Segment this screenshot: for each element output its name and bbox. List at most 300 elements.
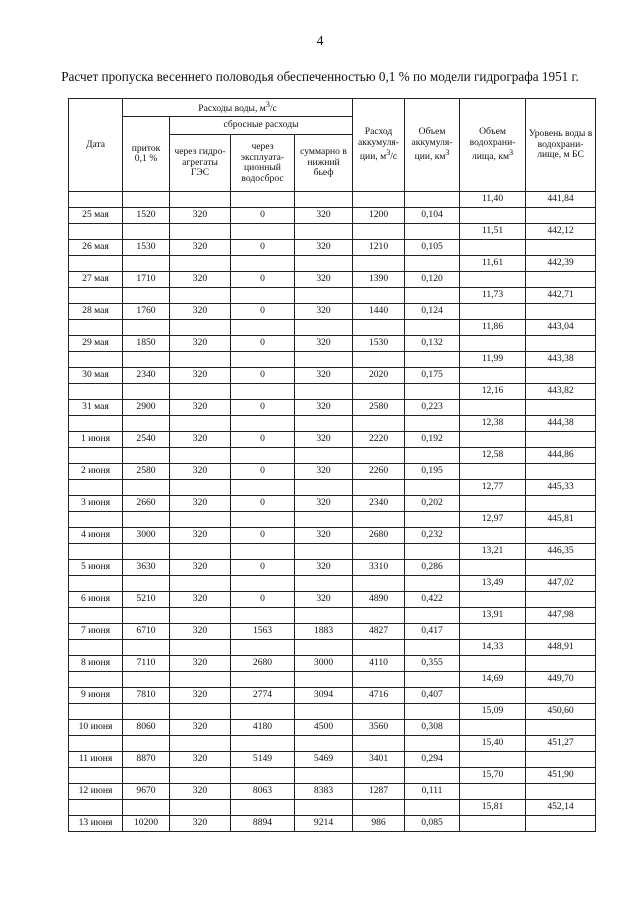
cell-ges: 320 (170, 496, 231, 512)
empty-cell (405, 640, 460, 656)
cell-accum: 1440 (353, 304, 405, 320)
empty-cell (405, 768, 460, 784)
cell-accum: 2340 (353, 496, 405, 512)
empty-cell (231, 416, 295, 432)
empty-cell (123, 736, 170, 752)
header-res-volume: Объем водохрани-лища, $км^3$ (460, 99, 526, 192)
cell-volume: 11,99 (460, 352, 526, 368)
cell-inflow: 2660 (123, 496, 170, 512)
cell-accum: 3310 (353, 560, 405, 576)
empty-cell (295, 352, 353, 368)
empty-cell (69, 288, 123, 304)
empty-cell (170, 256, 231, 272)
cell-accum-vol: 0,202 (405, 496, 460, 512)
empty-cell (123, 512, 170, 528)
header-via-spillway: через эксплуата-ционный водосброс (231, 135, 295, 192)
table-row (69, 240, 596, 256)
cell-ges: 320 (170, 720, 231, 736)
empty-cell (295, 672, 353, 688)
empty-cell (231, 224, 295, 240)
cell-inflow: 5210 (123, 592, 170, 608)
cell-volume: 11,86 (460, 320, 526, 336)
empty-cell (526, 240, 596, 256)
table-row (69, 432, 596, 448)
empty-cell (69, 416, 123, 432)
cell-total: 320 (295, 336, 353, 352)
empty-cell (231, 576, 295, 592)
cell-inflow: 2540 (123, 432, 170, 448)
cell-level: 444,38 (526, 416, 596, 432)
cell-date: 10 июня (69, 720, 123, 736)
table-row-result (69, 736, 596, 752)
cell-accum-vol: 0,195 (405, 464, 460, 480)
cell-ges: 320 (170, 240, 231, 256)
table-row (69, 784, 596, 800)
empty-cell (231, 448, 295, 464)
empty-cell (231, 480, 295, 496)
empty-cell (526, 432, 596, 448)
cell-accum: 986 (353, 816, 405, 832)
table-row-result (69, 512, 596, 528)
empty-cell (295, 800, 353, 816)
empty-cell (405, 288, 460, 304)
empty-cell (69, 640, 123, 656)
table-row-result (69, 288, 596, 304)
empty-cell (353, 768, 405, 784)
empty-cell (526, 592, 596, 608)
empty-cell (526, 496, 596, 512)
cell-ges: 320 (170, 400, 231, 416)
cell-ges: 320 (170, 528, 231, 544)
empty-cell (170, 640, 231, 656)
empty-cell (460, 720, 526, 736)
empty-cell (405, 320, 460, 336)
header-date: Дата (69, 99, 123, 192)
empty-cell (295, 576, 353, 592)
table-row-result (69, 384, 596, 400)
empty-cell (123, 384, 170, 400)
cell-accum-vol: 0,223 (405, 400, 460, 416)
cell-spill: 0 (231, 496, 295, 512)
empty-cell (231, 736, 295, 752)
cell-accum: 1390 (353, 272, 405, 288)
empty-cell (460, 432, 526, 448)
cell-total: 320 (295, 304, 353, 320)
empty-cell (123, 448, 170, 464)
cell-date: 2 июня (69, 464, 123, 480)
cell-accum: 1530 (353, 336, 405, 352)
cell-inflow: 9670 (123, 784, 170, 800)
cell-volume: 11,61 (460, 256, 526, 272)
empty-cell (170, 224, 231, 240)
empty-cell (460, 624, 526, 640)
empty-cell (69, 224, 123, 240)
cell-accum: 3401 (353, 752, 405, 768)
cell-ges: 320 (170, 784, 231, 800)
empty-cell (353, 736, 405, 752)
empty-cell (69, 672, 123, 688)
empty-cell (170, 352, 231, 368)
table-row-result (69, 352, 596, 368)
cell-spill: 0 (231, 464, 295, 480)
table-row-result (69, 576, 596, 592)
empty-cell (231, 256, 295, 272)
cell-level: 449,70 (526, 672, 596, 688)
cell-spill: 0 (231, 208, 295, 224)
cell-accum: 4110 (353, 656, 405, 672)
page-number: 4 (316, 34, 324, 49)
cell-date: 13 июня (69, 816, 123, 832)
empty-cell (170, 544, 231, 560)
cell-inflow: 3630 (123, 560, 170, 576)
cell-inflow: 3000 (123, 528, 170, 544)
cell-total: 320 (295, 464, 353, 480)
empty-cell (69, 384, 123, 400)
cell-level: 445,81 (526, 512, 596, 528)
header-via-units: через гидро-агрегаты ГЭС (170, 135, 231, 192)
cell-inflow: 1520 (123, 208, 170, 224)
empty-cell (69, 512, 123, 528)
cell-volume: 15,40 (460, 736, 526, 752)
cell-level: 442,12 (526, 224, 596, 240)
empty-cell (526, 208, 596, 224)
empty-cell (231, 512, 295, 528)
initial-volume: 11,40 (460, 192, 526, 208)
cell-inflow: 2900 (123, 400, 170, 416)
empty-cell (353, 672, 405, 688)
cell-ges: 320 (170, 272, 231, 288)
cell-level: 446,35 (526, 544, 596, 560)
empty-cell (405, 672, 460, 688)
empty-cell (69, 704, 123, 720)
cell-level: 447,98 (526, 608, 596, 624)
empty-cell (460, 816, 526, 832)
cell-accum: 2220 (353, 432, 405, 448)
empty-cell (405, 448, 460, 464)
empty-cell (231, 640, 295, 656)
cell-accum: 1210 (353, 240, 405, 256)
empty-cell (295, 704, 353, 720)
empty-cell (460, 752, 526, 768)
empty-cell (460, 400, 526, 416)
cell-total: 1883 (295, 624, 353, 640)
table-row (69, 720, 596, 736)
cell-ges: 320 (170, 304, 231, 320)
empty-cell (526, 688, 596, 704)
cell-spill: 0 (231, 240, 295, 256)
cell-level: 445,33 (526, 480, 596, 496)
empty-cell (353, 288, 405, 304)
cell-total: 8383 (295, 784, 353, 800)
cell-accum: 1200 (353, 208, 405, 224)
empty-cell (295, 256, 353, 272)
empty-cell (231, 192, 295, 208)
table-row (69, 496, 596, 512)
empty-cell (123, 480, 170, 496)
table-row-result (69, 544, 596, 560)
cell-spill: 0 (231, 368, 295, 384)
empty-cell (526, 368, 596, 384)
initial-row (69, 192, 596, 208)
cell-ges: 320 (170, 560, 231, 576)
empty-cell (295, 544, 353, 560)
empty-cell (123, 768, 170, 784)
cell-date: 9 июня (69, 688, 123, 704)
cell-date: 27 мая (69, 272, 123, 288)
empty-cell (526, 816, 596, 832)
empty-cell (231, 704, 295, 720)
cell-level: 452,14 (526, 800, 596, 816)
empty-cell (123, 288, 170, 304)
empty-cell (123, 672, 170, 688)
empty-cell (460, 368, 526, 384)
empty-cell (526, 656, 596, 672)
empty-cell (231, 800, 295, 816)
cell-total: 4500 (295, 720, 353, 736)
cell-date: 12 июня (69, 784, 123, 800)
cell-ges: 320 (170, 208, 231, 224)
cell-inflow: 7110 (123, 656, 170, 672)
cell-date: 4 июня (69, 528, 123, 544)
cell-ges: 320 (170, 688, 231, 704)
cell-inflow: 8870 (123, 752, 170, 768)
cell-volume: 12,38 (460, 416, 526, 432)
cell-level: 443,82 (526, 384, 596, 400)
flood-passage-table (68, 98, 596, 832)
cell-accum-vol: 0,124 (405, 304, 460, 320)
empty-cell (405, 576, 460, 592)
empty-cell (123, 800, 170, 816)
cell-spill: 4180 (231, 720, 295, 736)
empty-cell (405, 800, 460, 816)
cell-total: 3000 (295, 656, 353, 672)
cell-accum-vol: 0,294 (405, 752, 460, 768)
empty-cell (69, 352, 123, 368)
empty-cell (231, 352, 295, 368)
empty-cell (295, 736, 353, 752)
empty-cell (526, 464, 596, 480)
empty-cell (405, 512, 460, 528)
empty-cell (353, 608, 405, 624)
cell-spill: 1563 (231, 624, 295, 640)
empty-cell (123, 544, 170, 560)
cell-spill: 0 (231, 592, 295, 608)
empty-cell (231, 672, 295, 688)
table-row-result (69, 640, 596, 656)
cell-volume: 15,70 (460, 768, 526, 784)
header-level: Уровень воды в водохрани-лище, м БС (526, 99, 596, 192)
empty-cell (526, 560, 596, 576)
empty-cell (170, 384, 231, 400)
empty-cell (353, 352, 405, 368)
initial-level: 441,84 (526, 192, 596, 208)
cell-total: 320 (295, 560, 353, 576)
cell-spill: 0 (231, 400, 295, 416)
empty-cell (526, 784, 596, 800)
cell-accum-vol: 0,120 (405, 272, 460, 288)
empty-cell (69, 544, 123, 560)
cell-spill: 2680 (231, 656, 295, 672)
cell-volume: 12,97 (460, 512, 526, 528)
document-title: Расчет пропуска весеннего половодья обеспеченностью 0,1 % по модели гидрографа 1951 г. (61, 69, 579, 84)
cell-accum: 4827 (353, 624, 405, 640)
header-inflow: приток 0,1 % (123, 117, 170, 192)
header-accum-flow: Расход аккумуля-ции, $м^3/с$ (353, 99, 405, 192)
table-row (69, 368, 596, 384)
empty-cell (295, 384, 353, 400)
empty-cell (353, 256, 405, 272)
cell-accum: 2680 (353, 528, 405, 544)
header-discharge: сбросные расходы (170, 117, 353, 135)
cell-ges: 320 (170, 656, 231, 672)
cell-accum-vol: 0,308 (405, 720, 460, 736)
cell-inflow: 1760 (123, 304, 170, 320)
cell-level: 443,04 (526, 320, 596, 336)
cell-total: 320 (295, 272, 353, 288)
empty-cell (460, 336, 526, 352)
table-row-result (69, 416, 596, 432)
cell-accum: 4890 (353, 592, 405, 608)
cell-volume: 12,16 (460, 384, 526, 400)
cell-level: 451,27 (526, 736, 596, 752)
cell-total: 320 (295, 496, 353, 512)
empty-cell (123, 224, 170, 240)
cell-ges: 320 (170, 624, 231, 640)
cell-accum-vol: 0,175 (405, 368, 460, 384)
cell-volume: 12,58 (460, 448, 526, 464)
cell-volume: 12,77 (460, 480, 526, 496)
empty-cell (353, 640, 405, 656)
empty-cell (353, 320, 405, 336)
empty-cell (170, 800, 231, 816)
cell-ges: 320 (170, 816, 231, 832)
table-row (69, 336, 596, 352)
cell-ges: 320 (170, 368, 231, 384)
empty-cell (170, 288, 231, 304)
cell-level: 444,86 (526, 448, 596, 464)
empty-cell (123, 416, 170, 432)
table-row (69, 816, 596, 832)
table-row-result (69, 320, 596, 336)
cell-inflow: 1850 (123, 336, 170, 352)
empty-cell (295, 768, 353, 784)
cell-spill: 0 (231, 272, 295, 288)
empty-cell (69, 256, 123, 272)
cell-volume: 15,81 (460, 800, 526, 816)
cell-level: 442,71 (526, 288, 596, 304)
table-row (69, 400, 596, 416)
table-row (69, 272, 596, 288)
empty-cell (353, 544, 405, 560)
empty-cell (69, 480, 123, 496)
cell-total: 320 (295, 592, 353, 608)
cell-total: 320 (295, 368, 353, 384)
cell-total: 5469 (295, 752, 353, 768)
empty-cell (460, 272, 526, 288)
table-row (69, 528, 596, 544)
cell-total: 320 (295, 208, 353, 224)
empty-cell (295, 448, 353, 464)
cell-ges: 320 (170, 752, 231, 768)
empty-cell (353, 448, 405, 464)
empty-cell (460, 592, 526, 608)
table-row (69, 656, 596, 672)
cell-spill: 0 (231, 560, 295, 576)
cell-spill: 0 (231, 304, 295, 320)
cell-volume: 14,69 (460, 672, 526, 688)
empty-cell (295, 512, 353, 528)
cell-accum: 4716 (353, 688, 405, 704)
empty-cell (526, 272, 596, 288)
empty-cell (405, 352, 460, 368)
empty-cell (526, 400, 596, 416)
empty-cell (353, 224, 405, 240)
table-row (69, 208, 596, 224)
empty-cell (460, 304, 526, 320)
empty-cell (295, 192, 353, 208)
cell-date: 29 мая (69, 336, 123, 352)
empty-cell (69, 768, 123, 784)
empty-cell (353, 416, 405, 432)
table-row-result (69, 256, 596, 272)
empty-cell (123, 320, 170, 336)
empty-cell (123, 608, 170, 624)
cell-total: 320 (295, 432, 353, 448)
cell-accum: 2580 (353, 400, 405, 416)
cell-inflow: 1710 (123, 272, 170, 288)
empty-cell (170, 768, 231, 784)
cell-level: 447,02 (526, 576, 596, 592)
cell-ges: 320 (170, 432, 231, 448)
table-row-result (69, 800, 596, 816)
cell-spill: 2774 (231, 688, 295, 704)
table-row-result (69, 224, 596, 240)
cell-total: 320 (295, 240, 353, 256)
cell-accum: 1287 (353, 784, 405, 800)
cell-accum: 2260 (353, 464, 405, 480)
cell-accum-vol: 0,407 (405, 688, 460, 704)
empty-cell (170, 448, 231, 464)
cell-volume: 15,09 (460, 704, 526, 720)
empty-cell (170, 736, 231, 752)
empty-cell (526, 752, 596, 768)
empty-cell (231, 320, 295, 336)
empty-cell (460, 464, 526, 480)
empty-cell (231, 288, 295, 304)
cell-date: 8 июня (69, 656, 123, 672)
cell-spill: 8894 (231, 816, 295, 832)
empty-cell (69, 576, 123, 592)
cell-level: 451,90 (526, 768, 596, 784)
empty-cell (69, 320, 123, 336)
table-row-result (69, 768, 596, 784)
empty-cell (460, 784, 526, 800)
cell-date: 1 июня (69, 432, 123, 448)
cell-ges: 320 (170, 464, 231, 480)
cell-level: 448,91 (526, 640, 596, 656)
cell-date: 5 июня (69, 560, 123, 576)
cell-inflow: 8060 (123, 720, 170, 736)
cell-spill: 0 (231, 528, 295, 544)
empty-cell (170, 320, 231, 336)
empty-cell (353, 192, 405, 208)
empty-cell (353, 800, 405, 816)
table-row-result (69, 672, 596, 688)
cell-accum: 2020 (353, 368, 405, 384)
empty-cell (295, 640, 353, 656)
table-row-result (69, 608, 596, 624)
empty-cell (460, 560, 526, 576)
